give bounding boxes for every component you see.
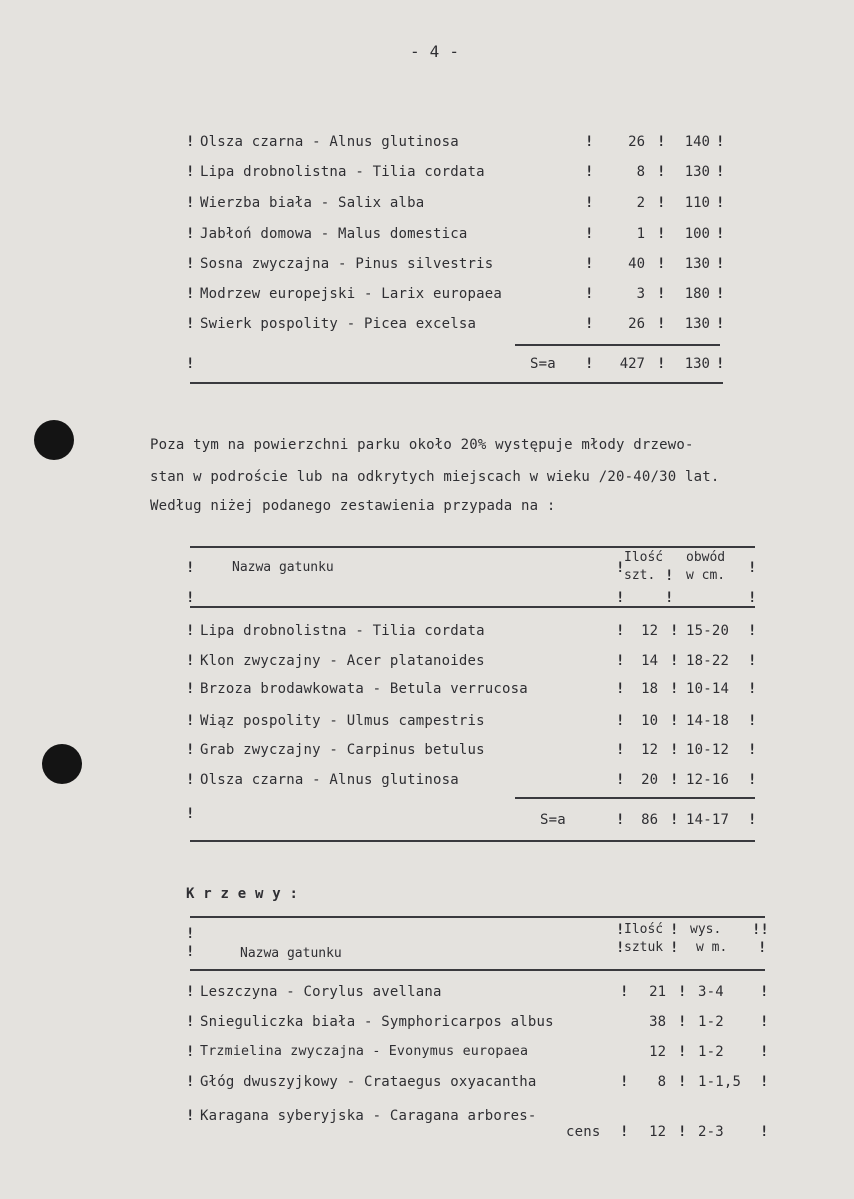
value-cell: 12-16	[686, 772, 730, 788]
table-divider	[515, 797, 755, 799]
value-cell: 1-2	[698, 1014, 724, 1030]
species-name: Głóg dwuszyjkowy - Crataegus oxyacantha	[200, 1074, 537, 1090]
count-cell: 38	[649, 1014, 666, 1030]
column-header-count-unit: sztuk	[624, 940, 664, 955]
table-top-line	[190, 546, 755, 548]
count-cell: 12	[641, 742, 658, 758]
document-page: - 4 - ! Olsza czarna - Alnus glutinosa ! 26 ! 140 ! ! Lipa drobnolistna - Tilia cordata ! 8 ! 130 ! ! Wierzba biała - Salix alba ! 2 ! 110 ! ! Jabłoń domowa - Malus domestica ! 1 ! 100 ! ! Sosna zwyczajna - Pinus silvestris ! 40 ! 130 ! ! Modrzew europejski - Larix europaea ! 3 ! 180 ! ! Swierk pospolity - Picea excelsa ! 26 ! 130 ! ! S=a ! 427 ! 130 ! Poza tym na powierzchni parku około 20% występuje młody drzewo- stan w podroście lub na odkrytych miejscach w wieku /20-40/30 lat. Według niżej podanego zestawienia przypada na : ! Nazwa gatunku ! Ilość szt. ! obwód w cm. ! ! ! ! ! ! Lipa drobnolistna - Tilia cordata ! 12 ! 15-20 ! ! Klon zwyczajny - Acer platanoides ! 14 ! 18-22 ! ! Brzoza brodawkowata - Betula verrucosa ! 18 ! 10-14 ! ! Wiąz pospolity - Ulmus campestris ! 10 ! 14-18 ! ! Grab zwyczajny - Carpinus betulus ! 12 ! 10-12 ! ! Olsza czarna - Alnus glutinosa ! 20 ! 12-16 ! ! S=a ! 86 ! 14-17 ! K r z e w y : ! ! Nazwa gatunku ! ! Ilość sztuk ! ! wys. w m. !! ! ! Leszczyna - Corylus avellana ! 21 ! 3-4 ! ! Snieguliczka biała - Symphoricarpos albus 38 ! 1-2 ! ! Trzmielina zwyczajna - Evonymus europaea 12 ! 1-2 ! ! Głóg dwuszyjkowy - Crataegus oxyacantha ! 8 ! 1-1,5 ! ! Karagana syberyjska - Caragana arbores- cens ! 12 ! 2-3 !	[0, 0, 854, 1199]
paragraph-line: Poza tym na powierzchni parku około 20% występuje młody drzewo-	[150, 437, 694, 453]
count-cell: 2	[636, 195, 645, 211]
column-header-count-unit: szt.	[624, 568, 656, 583]
species-name: Olsza czarna - Alnus glutinosa	[200, 134, 459, 150]
count-cell: 20	[641, 772, 658, 788]
column-header-count: Ilość	[624, 922, 664, 937]
value-cell: 1-1,5	[698, 1074, 742, 1090]
species-name-continuation: cens	[566, 1124, 601, 1140]
section-title: K r z e w y :	[186, 886, 299, 902]
species-name: Karagana syberyjska - Caragana arbores-	[200, 1108, 537, 1124]
value-cell: 1-2	[698, 1044, 724, 1060]
species-name: Modrzew europejski - Larix europaea	[200, 286, 503, 302]
count-cell: 26	[628, 134, 645, 150]
page-number: - 4 -	[410, 42, 460, 61]
table-bottom-line	[190, 840, 755, 842]
column-header-value-unit: w cm.	[686, 568, 726, 583]
column-header-name: Nazwa gatunku	[232, 560, 334, 575]
header-divider	[190, 969, 765, 971]
table-top-line	[190, 916, 765, 918]
count-cell: 12	[649, 1044, 666, 1060]
column-header-count: Ilość	[624, 550, 664, 565]
species-name: Trzmielina zwyczajna - Evonymus europaea	[200, 1044, 529, 1059]
species-name: Olsza czarna - Alnus glutinosa	[200, 772, 459, 788]
species-name: Klon zwyczajny - Acer platanoides	[200, 653, 485, 669]
value-cell: 10-14	[686, 681, 730, 697]
species-name: Jabłoń domowa - Malus domestica	[200, 226, 468, 242]
value-cell: 100	[684, 226, 710, 242]
punch-hole-top	[34, 420, 74, 460]
column-header-name: Nazwa gatunku	[240, 946, 342, 961]
count-cell: 21	[649, 984, 666, 1000]
value-cell: 14-18	[686, 713, 730, 729]
count-cell: 14	[641, 653, 658, 669]
count-cell: 18	[641, 681, 658, 697]
column-header-value-unit: w m.	[696, 940, 728, 955]
species-name: Lipa drobnolistna - Tilia cordata	[200, 623, 485, 639]
species-name: Grab zwyczajny - Carpinus betulus	[200, 742, 485, 758]
species-name: Leszczyna - Corylus avellana	[200, 984, 442, 1000]
paragraph-line: Według niżej podanego zestawienia przypada na :	[150, 498, 556, 514]
sum-label: S=a	[530, 356, 556, 372]
count-cell: 12	[649, 1124, 666, 1140]
species-name: Snieguliczka biała - Symphoricarpos albus	[200, 1014, 554, 1030]
value-cell: 130	[684, 316, 710, 332]
value-cell: 18-22	[686, 653, 730, 669]
sum-value: 130	[684, 356, 710, 372]
sum-count: 427	[619, 356, 645, 372]
table-bottom-line	[190, 382, 723, 384]
count-cell: 1	[636, 226, 645, 242]
paragraph-line: stan w podroście lub na odkrytych miejscach w wieku /20-40/30 lat.	[150, 469, 720, 485]
column-header-value: obwód	[686, 550, 726, 565]
value-cell: 3-4	[698, 984, 724, 1000]
punch-hole-bottom	[42, 744, 82, 784]
species-name: Wiąz pospolity - Ulmus campestris	[200, 713, 485, 729]
species-name: Sosna zwyczajna - Pinus silvestris	[200, 256, 494, 272]
sum-count: 86	[641, 812, 658, 828]
count-cell: 8	[657, 1074, 666, 1090]
value-cell: 180	[684, 286, 710, 302]
species-name: Wierzba biała - Salix alba	[200, 195, 425, 211]
sum-value: 14-17	[686, 812, 730, 828]
count-cell: 26	[628, 316, 645, 332]
value-cell: 10-12	[686, 742, 730, 758]
sum-label: S=a	[540, 812, 566, 828]
value-cell: 2-3	[698, 1124, 724, 1140]
value-cell: 110	[684, 195, 710, 211]
species-name: Brzoza brodawkowata - Betula verrucosa	[200, 681, 528, 697]
count-cell: 8	[636, 164, 645, 180]
count-cell: 12	[641, 623, 658, 639]
value-cell: 140	[684, 134, 710, 150]
species-name: Swierk pospolity - Picea excelsa	[200, 316, 477, 332]
value-cell: 15-20	[686, 623, 730, 639]
table-divider	[515, 344, 720, 346]
count-cell: 40	[628, 256, 645, 272]
value-cell: 130	[684, 256, 710, 272]
header-divider	[190, 606, 755, 608]
count-cell: 3	[636, 286, 645, 302]
count-cell: 10	[641, 713, 658, 729]
column-header-value: wys.	[690, 922, 722, 937]
value-cell: 130	[684, 164, 710, 180]
species-name: Lipa drobnolistna - Tilia cordata	[200, 164, 485, 180]
